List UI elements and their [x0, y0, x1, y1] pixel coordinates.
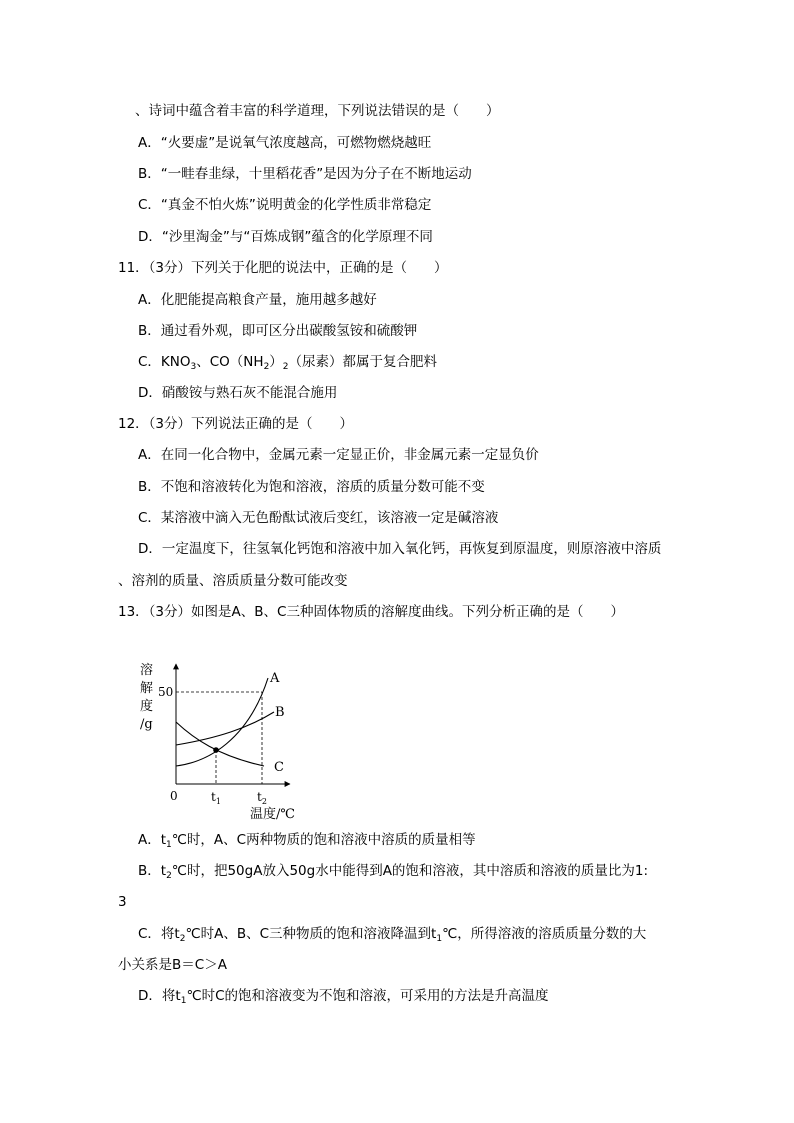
q12-option-a: A．在同一化合物中，金属元素一定显正价，非金属元素一定显负价 — [138, 447, 539, 463]
q13-option-b: B．$t_2℃$时，把50gA放入50g水中能得到A的饱和溶液，其中溶质和溶液的质量比为1: — [138, 863, 649, 881]
origin-label: 0 — [170, 789, 178, 803]
q12-stem: 12．（3分）下列说法正确的是（ ） — [118, 416, 354, 432]
q13-option-a: A．$t_1℃$时，A、C两种物质的饱和溶液中溶质的质量相等 — [138, 832, 476, 850]
q13-option-b-continued: 3 — [118, 894, 127, 910]
curve-c — [176, 722, 264, 766]
q11-option-d: D．硝酸铵与熟石灰不能混合施用 — [138, 385, 338, 401]
q13-option-d: D．将$t_1℃$时C的饱和溶液变为不饱和溶液，可采用的方法是升高温度 — [138, 988, 549, 1006]
series-label-c: C — [274, 760, 284, 775]
x-tick-t2: $t_2$ — [257, 790, 267, 806]
x-tick-t1: $t_1$ — [211, 790, 221, 806]
curve-b — [176, 712, 274, 745]
q11-stem: 11．（3分）下列关于化肥的说法中，正确的是（ ） — [118, 260, 448, 276]
y-label-4: /g — [140, 717, 153, 732]
q10-option-d: D．“沙里淘金”与“百炼成钢”蕴含的化学原理不同 — [138, 229, 433, 245]
q11-option-c: C．$KNO_3$、$CO(NH_2)_2$（尿素）都属于复合肥料 — [138, 354, 438, 372]
q10-option-b: B．“一畦春韭绿，十里稻花香”是因为分子在不断地运动 — [138, 166, 472, 182]
y-label-2: 解 — [140, 681, 154, 696]
q12-option-c: C．某溶液中滴入无色酚酞试液后变红，该溶液一定是碱溶液 — [138, 510, 499, 526]
y-label-1: 溶 — [140, 663, 154, 678]
q12-option-b: B．不饱和溶液转化为饱和溶液，溶质的质量分数可能不变 — [138, 479, 485, 495]
y-label-3: 度 — [140, 699, 154, 714]
x-axis-label: 温度/℃ — [250, 807, 295, 820]
q10-stem: 、诗词中蕴含着丰富的科学道理，下列说法错误的是（ ） — [135, 103, 500, 119]
q11-option-a: A．化肥能提高粮食产量，施用越多越好 — [138, 292, 377, 308]
q10-option-a: A．“火要虚”是说氧气浓度越高，可燃物燃烧越旺 — [138, 135, 432, 151]
q13-option-c-continued: 小关系是B＝C＞A — [118, 957, 227, 973]
solubility-chart — [138, 660, 298, 820]
q13-option-c: C．将$t_2℃$时A、B、C三种物质的饱和溶液降温到$t_1℃$，所得溶液的溶质质量分数的大 — [138, 926, 647, 944]
q13-stem: 13．（3分）如图是A、B、C三种固体物质的溶解度曲线。下列分析正确的是（ ） — [118, 604, 624, 620]
y-tick-50: 50 — [158, 685, 174, 699]
series-label-b: B — [275, 705, 285, 720]
intersection-point — [213, 747, 219, 753]
series-label-a: A — [270, 671, 280, 686]
q10-option-c: C．“真金不怕火炼”说明黄金的化学性质非常稳定 — [138, 197, 432, 213]
q11-option-b: B．通过看外观，即可区分出碳酸氢铵和硫酸钾 — [138, 323, 418, 339]
q12-option-d: D．一定温度下，往氢氧化钙饱和溶液中加入氧化钙，再恢复到原温度，则原溶液中溶质 — [138, 541, 662, 557]
q12-option-d-continued: 、溶剂的质量、溶质质量分数可能改变 — [118, 573, 348, 589]
